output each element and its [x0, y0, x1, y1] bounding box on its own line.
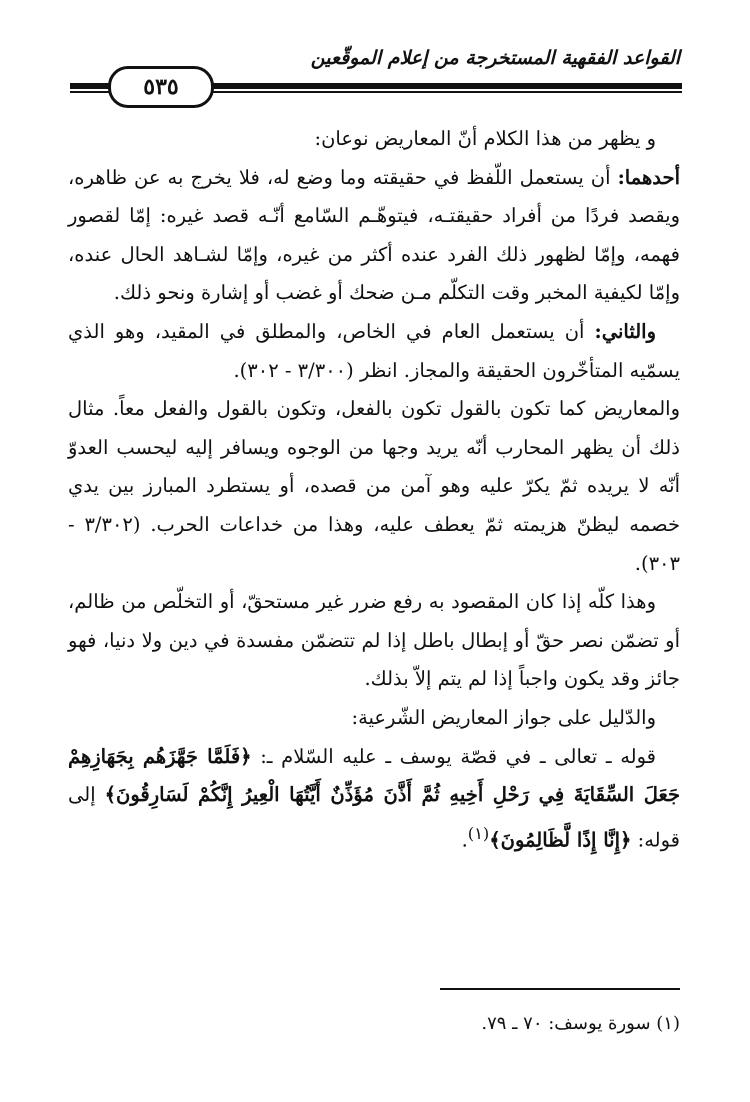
paragraph-quran-evidence [68, 738, 680, 860]
paragraph-second-type [68, 313, 680, 390]
paragraph-actions: والمعاريض كما تكون بالقول تكون بالفعل، وتكون بالقول والفعل معاً. مثال ذلك أن يظهر المحارب أنّه يريد وجها من الوجوه ويسافر إليه ليحسب العدوّ أنّه لا يريده ثمّ يكرّ عليه وهو آمن من قصده، أو يستطرد المبارز بين يدي خصمه ليظنّ هزيمته ثمّ يعطف عليه، وهذا من خداعات الحرب. (٣/٣٠٢ - ٣٠٣). [68, 397, 680, 575]
page-number: ٥٣٥ [108, 66, 214, 108]
second-type-heading: والثاني: [594, 319, 656, 343]
paragraph-conditions: وهذا كلّه إذا كان المقصود به رفع ضرر غير مستحقّ، أو التخلّص من ظالم، أو تضمّن نصر حقّ أو إبطال باطل إذا لم تتضمّن مفسدة في دين ولا دنيا، فهو جائز وقد يكون واجباً إذا لم يتم إلاّ بذلك. [68, 590, 680, 691]
body-text [68, 120, 680, 860]
first-type-text: أن يستعمل اللّفظ في حقيقته وما وضع له، فلا يخرج به عن ظاهره، ويقصد فردًا من أفراد حقيقتـه، فيتوهّـم السّامع أنّـه قصد غيره: إمّا لقصور فهمه، وإمّا لظهور ذلك الفرد عنده أكثر من غيره، وإمّا لشـاهد الحال عنده، وإمّا لكيفية المخبر وقت التكلّم مـن ضحك أو غضب أو إشارة ونحو ذلك. [68, 165, 680, 305]
quran-intro: قوله ـ تعالى ـ في قصّة يوسف ـ عليه السّلام ـ: [251, 744, 657, 768]
quran-mid: إلى قوله: [68, 783, 680, 852]
quran-end: . [461, 828, 468, 852]
footnote-1: (١) سورة يوسف: ٧٠ ـ ٧٩. [481, 1013, 680, 1034]
paragraph-evidence-heading: والدّليل على جواز المعاريض الشّرعية: [351, 705, 656, 729]
footnote-rule [440, 988, 680, 990]
paragraph-intro: و يظهر من هذا الكلام أنّ المعاريض نوعان: [314, 127, 656, 150]
paragraph-first-type [68, 159, 680, 313]
quran-verse-1: ﴿فَلَمَّا جَهَّزَهُم بِجَهَازِهِمْ جَعَلَ السِّقَايَةَ فِي رَحْلِ أَخِيهِ ثُمَّ أَذَّنَ مُؤَذِّنٌ أَيَّتُهَا الْعِيرُ إِنَّكُمْ لَسَارِقُونَ﴾ [68, 744, 680, 807]
running-title: القواعد الفقهية المستخرجة من إعلام الموقّعين [310, 47, 680, 69]
footnote-ref: (١) [467, 823, 490, 843]
first-type-heading: أحدهما: [617, 165, 680, 189]
quran-verse-2: ﴿إِنَّا إِذًا لَّظَالِمُونَ﴾ [489, 828, 632, 852]
second-type-text: أن يستعمل العام في الخاص، والمطلق في المقيد، وهو الذي يسمّيه المتأخّرون الحقيقة والمجاز. انظر (٣/٣٠٠ - ٣٠٢). [68, 319, 680, 382]
